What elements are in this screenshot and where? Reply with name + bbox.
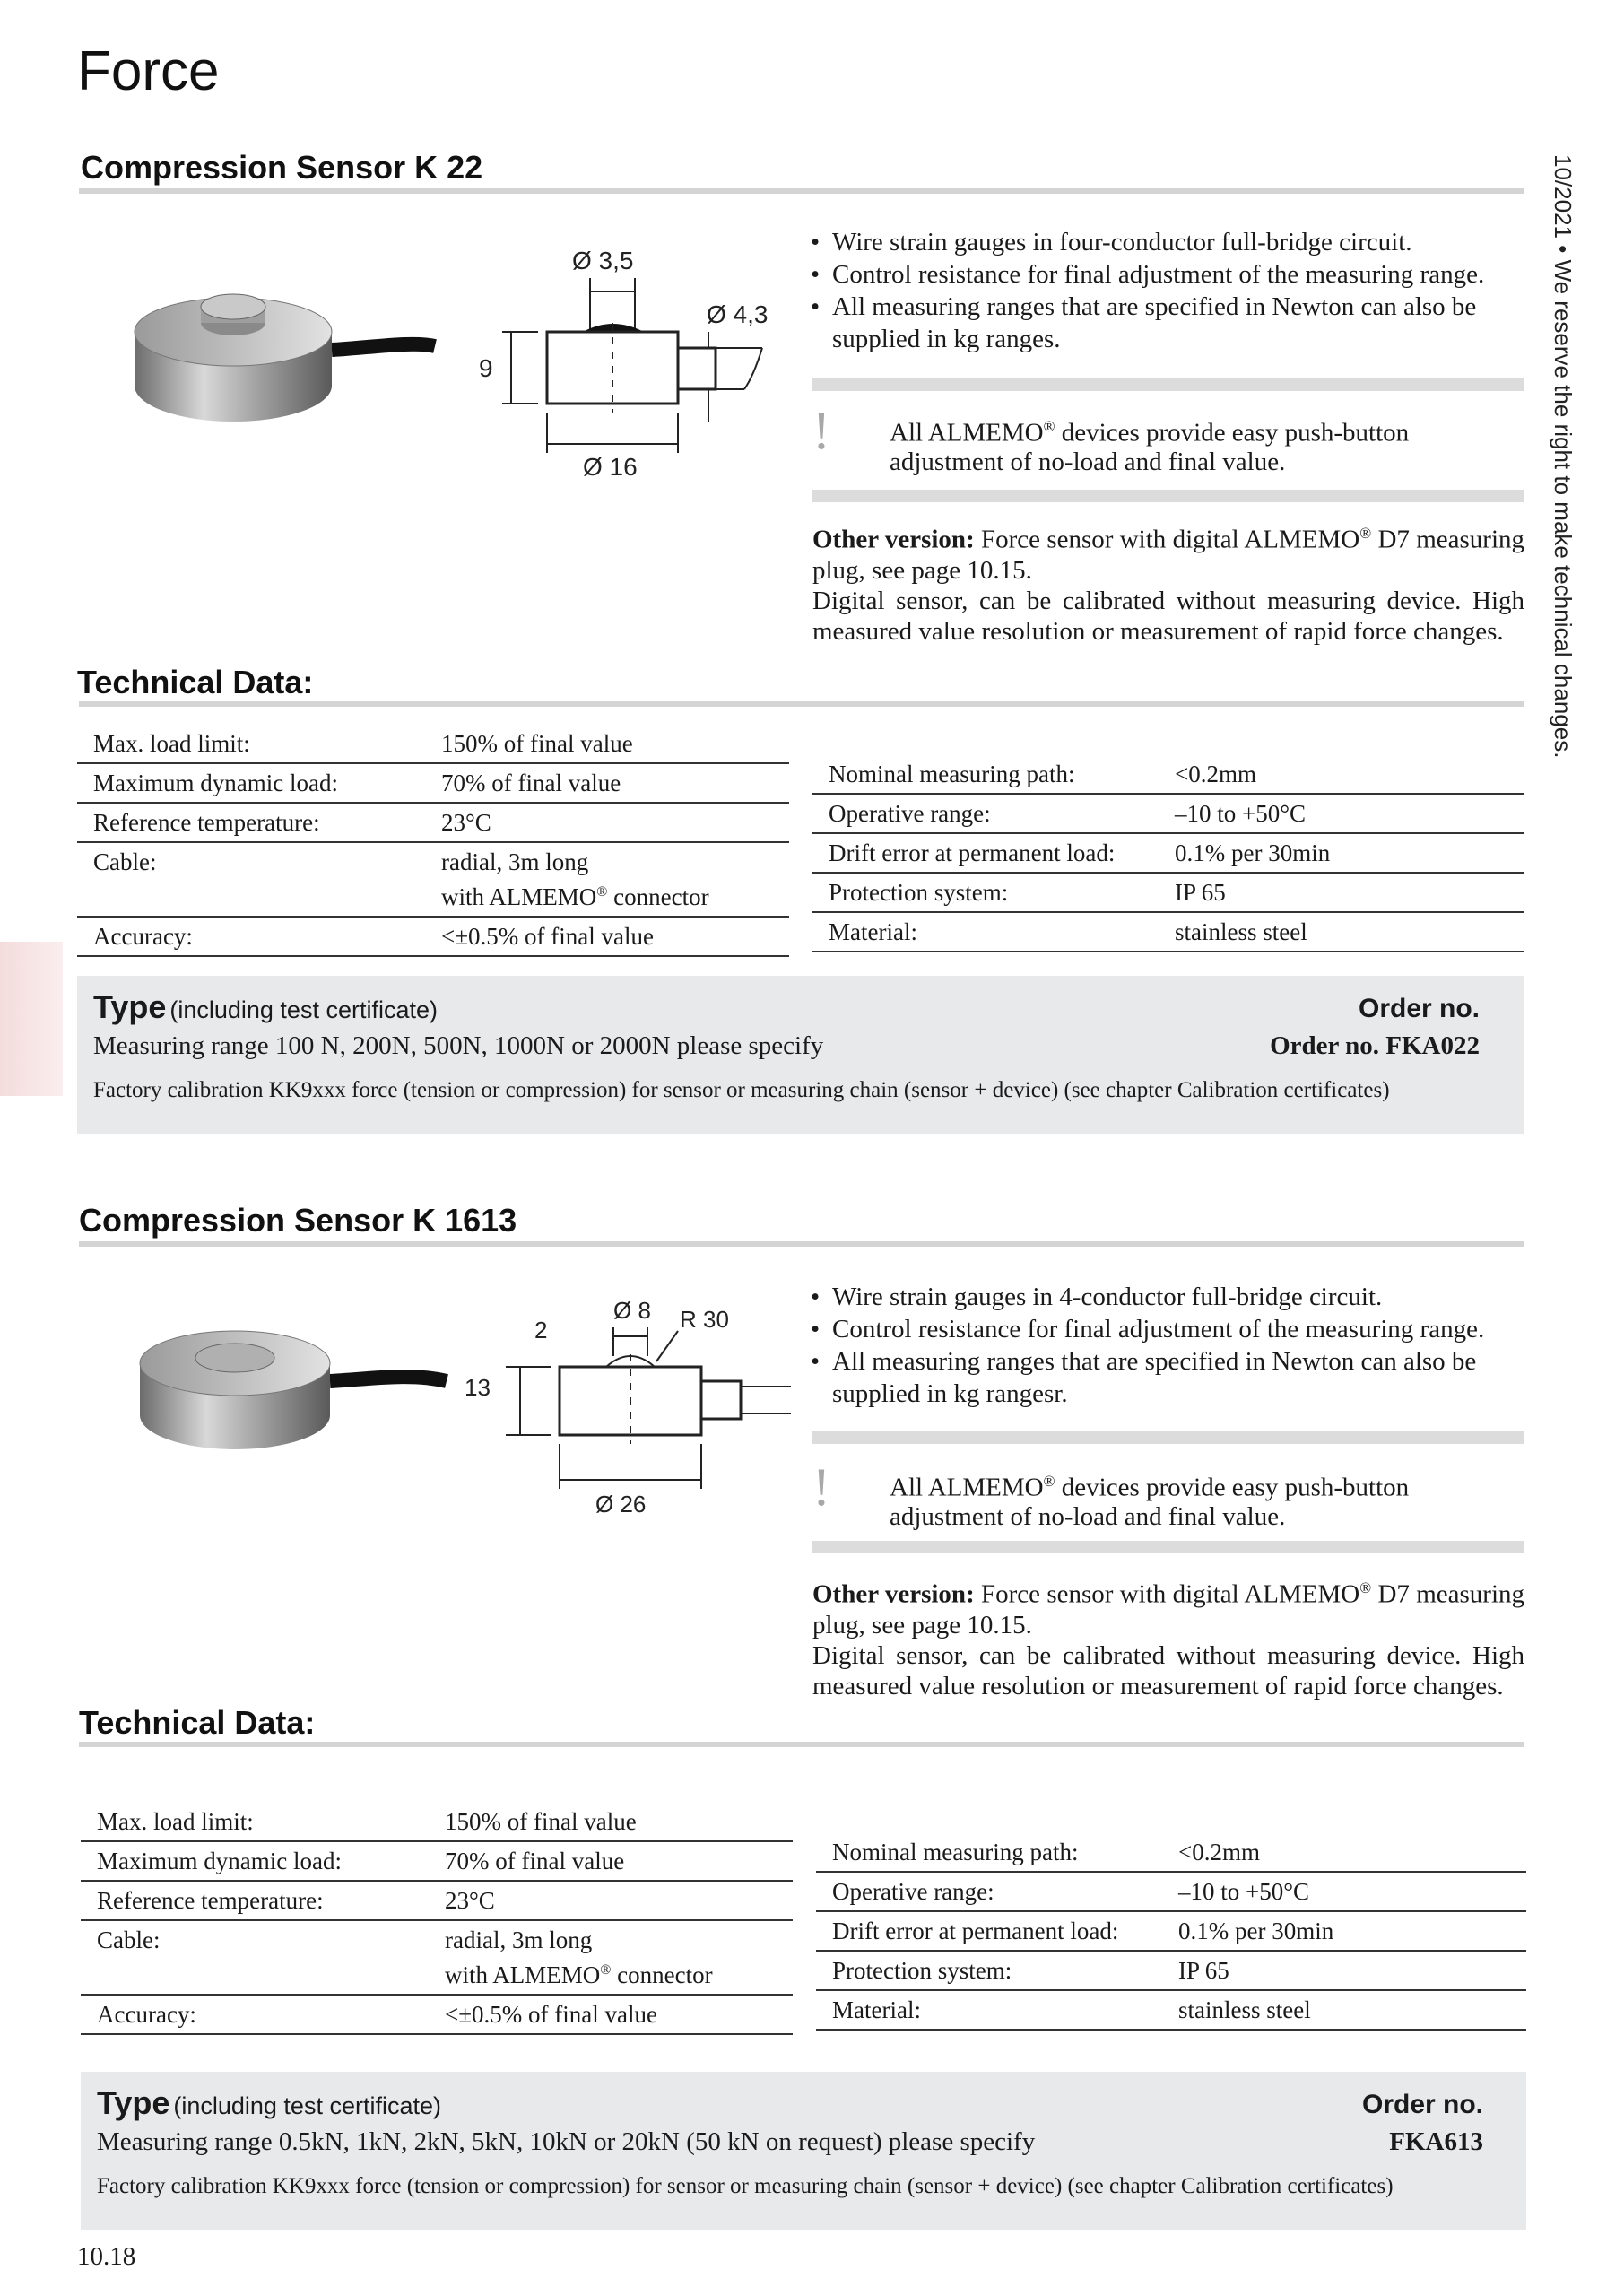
sensor-photo (133, 1318, 456, 1462)
spec-table-left (81, 1803, 793, 2035)
other-version-text: Other version: Force sensor with digital ALMEMO® D7 measuring plug, see page 10.15. Digital sensor, can be calibrated without measuring device. High measured value resolution or measurement of rapid force changes. (812, 1579, 1525, 1700)
sensor-photo (126, 287, 448, 430)
spec-row: Reference temperature: 23°C (77, 803, 789, 842)
divider-bar (812, 1541, 1524, 1553)
order-no-header: Order no. (1361, 2090, 1483, 2119)
spec-row: Nominal measuring path: <0.2mm (812, 755, 1524, 794)
type-label: Type (97, 2084, 170, 2121)
measuring-range: Measuring range 0.5kN, 1kN, 2kN, 5kN, 10kN or 20kN (50 kN on request) please specify (97, 2127, 1036, 2156)
feature-item: • All measuring ranges that are specified in Newton can also be supplied in kg rangesr. (809, 1345, 1526, 1410)
spec-row: Drift error at permanent load: 0.1% per 30min (816, 1911, 1526, 1951)
spec-row: Material: stainless steel (812, 912, 1524, 952)
spec-table-left (77, 725, 789, 957)
spec-row: Max. load limit: 150% of final value (81, 1803, 793, 1841)
technical-data-title: Technical Data: (79, 1704, 316, 1741)
measuring-range: Measuring range 100 N, 200N, 500N, 1000N or 2000N please specify (93, 1031, 824, 1060)
exclamation-icon: ! (812, 401, 830, 460)
spec-row: Material: stainless steel (816, 1990, 1526, 2030)
divider-bar (812, 1431, 1524, 1444)
dim-label: Ø 26 (595, 1491, 647, 1518)
dim-label: 2 (534, 1317, 548, 1344)
spec-row: Drift error at permanent load: 0.1% per 30min (812, 833, 1524, 873)
spec-table-right (816, 1833, 1526, 2031)
feature-item: • Wire strain gauges in four-conductor full-bridge circuit. (809, 226, 1526, 258)
section-rule (79, 1742, 1524, 1747)
feature-list (809, 1281, 1526, 1410)
feature-item: • Wire strain gauges in 4-conductor full-bridge circuit. (809, 1281, 1526, 1313)
dimension-drawing (452, 1292, 793, 1525)
note-text: All ALMEMO® devices provide easy push-button adjustment of no-load and final value. (890, 1473, 1410, 1531)
technical-data-title: Technical Data: (77, 664, 314, 700)
order-number: FKA613 (1389, 2127, 1483, 2156)
section-title: Compression Sensor K 22 (81, 149, 483, 186)
spec-row: Maximum dynamic load: 70% of final value (77, 763, 789, 803)
dim-label: Ø 3,5 (572, 247, 634, 274)
type-order-box (81, 2072, 1526, 2230)
type-label: Type (93, 988, 167, 1025)
spec-row: Protection system: IP 65 (812, 873, 1524, 912)
other-version-text: Other version: Force sensor with digital ALMEMO® D7 measuring plug, see page 10.15. Digital sensor, can be calibrated without measuring device. High measured value resolution or measurement of rapid force changes. (812, 525, 1525, 646)
spec-row: Nominal measuring path: <0.2mm (816, 1833, 1526, 1872)
section-rule (79, 1241, 1524, 1247)
dimension-drawing (466, 242, 789, 493)
section-rule (79, 188, 1524, 194)
dim-label: 9 (479, 354, 493, 382)
calibration-note: Factory calibration KK9xxx force (tension or compression) for sensor or measuring chain (sensor + device) (see chapter Calibration certificates) (97, 2174, 1394, 2198)
feature-item: • Control resistance for final adjustment of the measuring range. (809, 1313, 1526, 1345)
section-title: Compression Sensor K 1613 (79, 1202, 517, 1239)
page-title: Force (77, 40, 220, 102)
spec-row: Max. load limit: 150% of final value (77, 725, 789, 763)
spec-row: Operative range: –10 to +50°C (812, 794, 1524, 833)
type-sub-label: (including test certificate) (173, 2092, 441, 2119)
spec-table-right (812, 755, 1524, 952)
exclamation-icon: ! (812, 1457, 830, 1517)
note-text: All ALMEMO® devices provide easy push-button adjustment of no-load and final value. (890, 418, 1410, 476)
dim-label: Ø 16 (583, 453, 638, 481)
feature-item: • Control resistance for final adjustment of the measuring range. (809, 258, 1526, 291)
spec-row: Maximum dynamic load: 70% of final value (81, 1841, 793, 1881)
dim-label: Ø 4,3 (707, 300, 769, 328)
spec-row: Protection system: IP 65 (816, 1951, 1526, 1990)
spec-row: Reference temperature: 23°C (81, 1881, 793, 1920)
feature-list (809, 226, 1526, 355)
side-note: 10/2021 • We reserve the right to make technical changes. (1550, 154, 1576, 759)
dim-label: 13 (465, 1374, 491, 1401)
page-number: 10.18 (77, 2242, 136, 2271)
feature-item: • All measuring ranges that are specified in Newton can also be supplied in kg ranges. (809, 291, 1526, 355)
divider-bar (812, 378, 1524, 391)
spec-row: Operative range: –10 to +50°C (816, 1872, 1526, 1911)
type-order-box (77, 976, 1524, 1134)
calibration-note: Factory calibration KK9xxx force (tension or compression) for sensor or measuring chain (sensor + device) (see chapter Calibration certificates) (93, 1078, 1390, 1102)
spec-row: Cable: radial, 3m long with ALMEMO® connector (77, 842, 789, 917)
dim-label: Ø 8 (613, 1297, 651, 1324)
dim-label: R 30 (680, 1306, 729, 1333)
type-sub-label: (including test certificate) (169, 996, 438, 1023)
spec-row: Cable: radial, 3m long with ALMEMO® connector (81, 1920, 793, 1995)
section-rule (79, 701, 1524, 707)
spec-row: Accuracy: <±0.5% of final value (81, 1995, 793, 2034)
chapter-tab-marker (0, 942, 63, 1096)
spec-row: Accuracy: <±0.5% of final value (77, 917, 789, 956)
order-no-header: Order no. (1358, 994, 1480, 1023)
order-number: Order no. FKA022 (1270, 1031, 1480, 1060)
divider-bar (812, 490, 1524, 502)
